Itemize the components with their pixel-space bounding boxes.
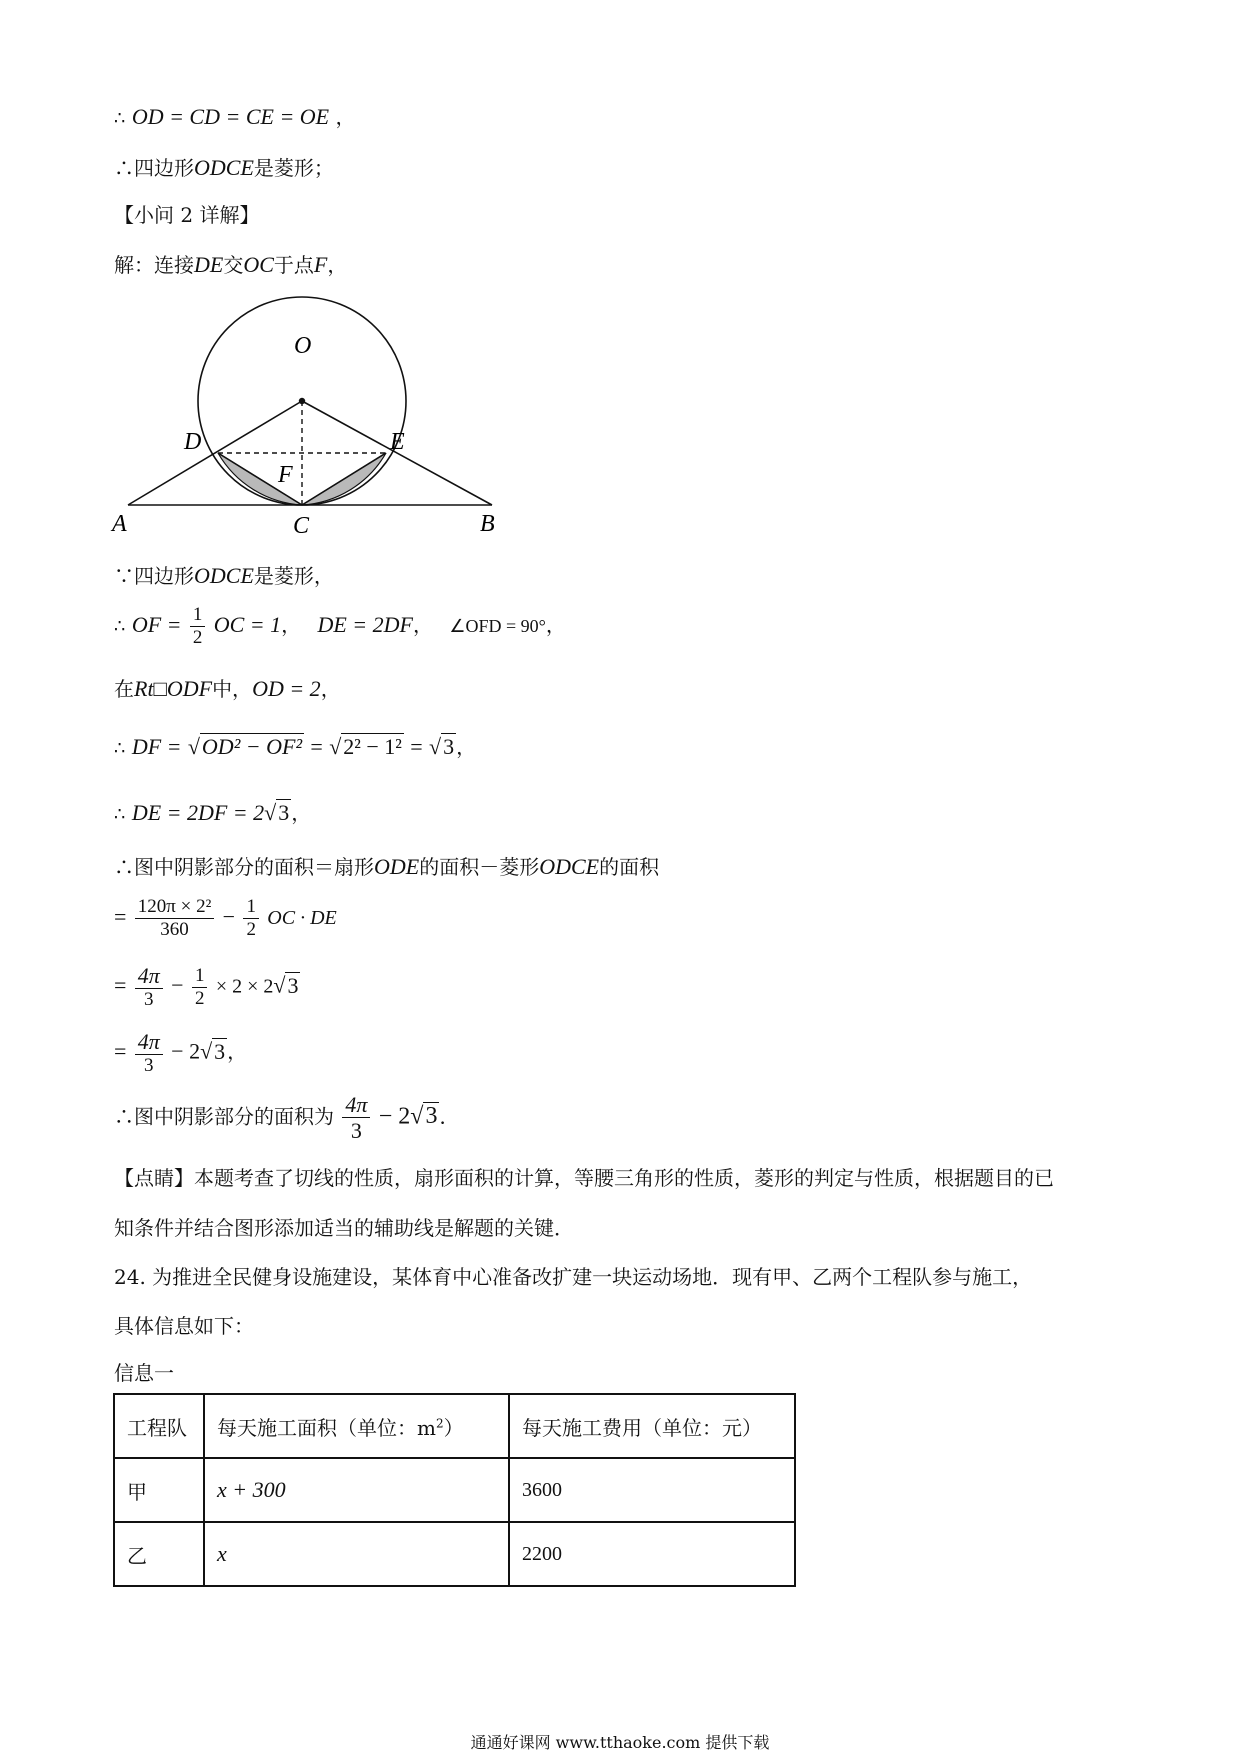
proof-line-1: ∴ OD = CD = CE = OE ， xyxy=(114,104,356,129)
equality-expression: OD = CD = CE = OE xyxy=(131,104,330,129)
header-team: 工程队 xyxy=(114,1394,204,1458)
geometry-figure xyxy=(100,295,520,545)
info-table xyxy=(113,1393,796,1587)
proof-line-2: ∴四边形ODCE是菱形； xyxy=(114,155,334,180)
sqrt-expression-3: √3 xyxy=(429,734,455,759)
sqrt-three-4: √3 xyxy=(410,1103,438,1130)
sqrt-three: √3 xyxy=(264,800,290,825)
fraction-sector-area: $\frac{\text{120π × 2²}}{360}$ xyxy=(135,896,215,941)
proof-line-8: ∴ DF = √OD² − OF² = √2² − 1² = √3 ， xyxy=(114,734,477,759)
sqrt-three-2: √3 xyxy=(273,972,299,998)
sqrt-three-3: √3 xyxy=(200,1038,226,1064)
sqrt-expression-1: √OD² − OF² xyxy=(187,734,303,759)
segment-ec xyxy=(302,453,386,505)
label-c: C xyxy=(293,513,310,539)
question-24-line-2: 具体信息如下： xyxy=(114,1314,254,1338)
commentary-line-2: 知条件并结合图形添加适当的辅助线是解题的关键． xyxy=(114,1216,574,1240)
cell-team: 乙 xyxy=(114,1522,204,1586)
table-header-row xyxy=(114,1394,795,1458)
proof-line-6: ∴ OF = $\frac{1}{2}$ OC = 1， DE = 2DF， ∠OFD = 90°， xyxy=(114,604,566,648)
fraction-four-pi-three-3: $\frac{4\pi}{3}$ xyxy=(342,1092,370,1144)
proof-line-9: ∴ DE = 2DF = 2√3 ， xyxy=(114,800,312,825)
proof-line-12: = $\frac{4\pi}{3}$ − $\frac{1}{2}$ × 2 × 2√3 xyxy=(114,963,299,1011)
commentary-line-1: 【点睛】本题考查了切线的性质，扇形面积的计算，等腰三角形的性质，菱形的判定与性质，根据题目的已 xyxy=(114,1166,1054,1190)
table-row xyxy=(114,1458,795,1522)
table-row xyxy=(114,1522,795,1586)
fraction-half-2: $\frac{1}{2}$ xyxy=(243,896,259,941)
header-cost: 每天施工费用（单位：元） xyxy=(509,1394,795,1458)
fraction-half-3: $\frac{1}{2}$ xyxy=(192,965,208,1010)
point-o xyxy=(299,398,305,404)
info-one-label: 信息一 xyxy=(114,1361,174,1385)
label-b: B xyxy=(480,511,495,537)
solution-intro: 解：连接DE交OC于点F， xyxy=(114,252,348,277)
cell-cost: 3600 xyxy=(509,1458,795,1522)
cell-area: x xyxy=(204,1522,509,1586)
fraction-four-pi-three-2: $\frac{4\pi}{3}$ xyxy=(135,1029,163,1077)
label-f: F xyxy=(278,462,293,488)
cell-area: x + 300 xyxy=(204,1458,509,1522)
proof-line-11: = $\frac{\text{120π × 2²}}{360}$ − $\frac{1}{2}$ OC · DE xyxy=(114,896,337,940)
proof-line-7: 在Rt□ODF中，OD = 2， xyxy=(114,676,341,701)
proof-line-10: ∴图中阴影部分的面积＝扇形ODE的面积－菱形ODCE的面积 xyxy=(114,854,660,879)
cell-team: 甲 xyxy=(114,1458,204,1522)
label-o: O xyxy=(294,333,312,359)
label-d: D xyxy=(184,429,202,455)
cell-cost: 2200 xyxy=(509,1522,795,1586)
proof-line-13: = $\frac{4\pi}{3}$ − 2√3 ， xyxy=(114,1029,248,1077)
question-24-line-1: 24. 为推进全民健身设施建设，某体育中心准备改扩建一块运动场地．现有甲、乙两个工程队参与施工， xyxy=(114,1265,1033,1289)
page-footer: 通通好课网 www.tthaoke.com 提供下载 xyxy=(470,1733,770,1752)
proof-conclusion: ∴图中阴影部分的面积为 $\frac{4\pi}{3}$ − 2√3 ． xyxy=(114,1092,460,1144)
subquestion-heading: 【小问 2 详解】 xyxy=(114,203,260,227)
proof-line-5: ∵四边形ODCE是菱形， xyxy=(114,563,334,588)
label-e: E xyxy=(390,429,405,455)
sqrt-expression-2: √2² − 1² xyxy=(329,734,402,759)
header-area: 每天施工面积（单位：$m^2$） xyxy=(204,1394,509,1458)
fraction-half: $\frac{1}{2}$ xyxy=(190,604,206,649)
fraction-four-pi-three: $\frac{4\pi}{3}$ xyxy=(135,963,163,1011)
label-a: A xyxy=(112,511,127,537)
